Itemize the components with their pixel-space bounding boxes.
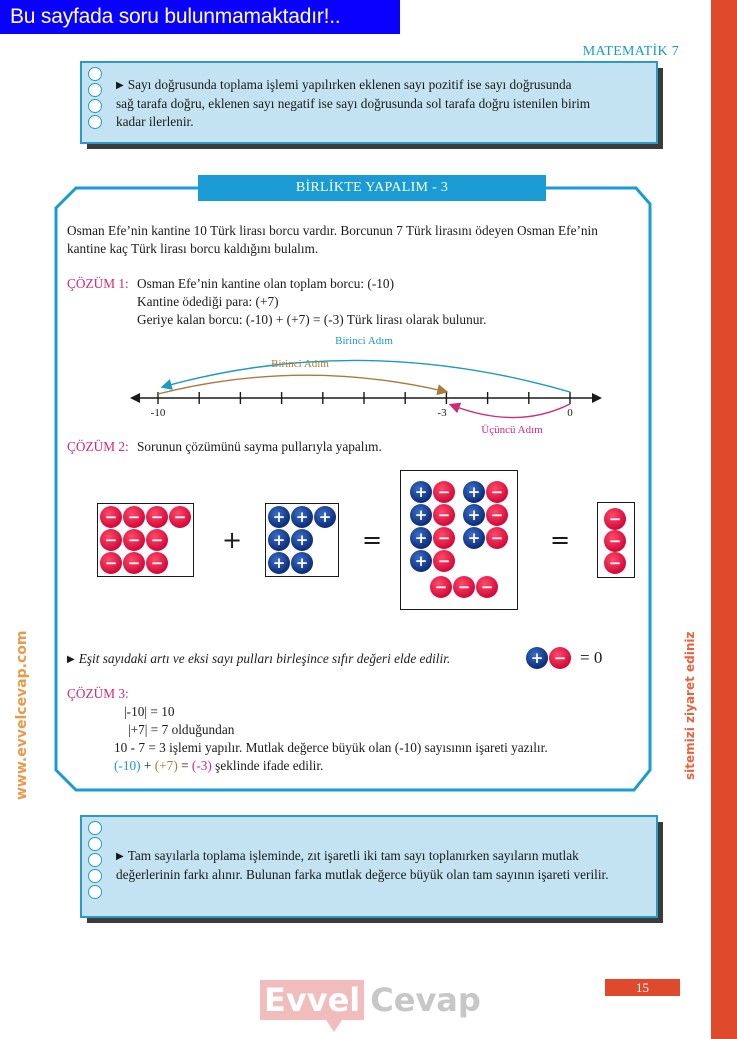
logo-cevap: Cevap — [370, 981, 481, 1019]
result-chips-box — [597, 502, 635, 578]
negative-chip: − — [123, 529, 145, 551]
negative-chip: − — [433, 527, 455, 549]
equals-operator-2: = — [550, 526, 571, 554]
solution1-line-1: Osman Efe’nin kantine olan toplam borcu: (-10) — [137, 276, 394, 291]
tick-label-mid: -3 — [437, 407, 447, 419]
solution1-line-2: Kantine ödediği para: (+7) — [137, 294, 279, 309]
equals-operator-1: = — [362, 526, 383, 554]
positive-chip: + — [291, 506, 313, 528]
note-line: sağ tarafa doğru, eklenen sayı negatif ise sayı doğrusunda sol tarafa doğru istenilen birim — [116, 96, 591, 111]
no-question-banner: Bu sayfada soru bulunmamaktadır!.. — [0, 0, 400, 34]
positive-chip: + — [463, 504, 485, 526]
negative-chip: − — [123, 552, 145, 574]
positive-chip: + — [463, 527, 485, 549]
negative-chip: − — [433, 481, 455, 503]
equals-zero: = 0 — [580, 648, 603, 667]
side-color-bar — [711, 0, 737, 1039]
negative-chip: − — [486, 481, 508, 503]
positive-chip: + — [291, 552, 313, 574]
positive-chip: + — [291, 529, 313, 551]
expr-term-b: (+7) — [154, 758, 178, 773]
note-line: Sayı doğrusunda toplama işlemi yapılırken eklenen sayı pozitif ise sayı doğrusunda — [127, 77, 572, 92]
problem-line-1: Osman Efe’nin kantine 10 Türk lirası borcu vardır. Borcunun 7 Türk lirasını ödeyen Osman Efe’nin — [67, 223, 598, 238]
negative-chip: − — [604, 508, 626, 530]
solution3-label: ÇÖZÜM 3: — [67, 686, 129, 701]
expr-result: (-3) — [191, 758, 212, 773]
negative-chip: − — [146, 552, 168, 574]
positive-chip: + — [268, 552, 290, 574]
solution3-line-2: |+7| = 7 olduğundan — [128, 722, 235, 737]
watermark-url: www.evvelcevap.com — [14, 630, 30, 800]
expr-equals: = — [177, 758, 192, 773]
note-line: kadar ilerlenir. — [116, 114, 194, 129]
expr-rest: şeklinde ifade edilir. — [211, 758, 324, 773]
negative-chip: − — [433, 504, 455, 526]
ring-icon — [88, 115, 102, 129]
solution2-text: Sorunun çözümünü sayma pullarıyla yapalım. — [137, 439, 382, 454]
note-line: değerlerinin farkı alınır. Bulunan farka mutlak değerce büyük olan tam sayının işareti verilir. — [116, 867, 609, 882]
solution3-expression — [114, 757, 323, 775]
zero-pair-text: Eşit sayıdaki artı ve eksi sayı pulları birleşince sıfır değeri elde edilir. — [78, 651, 451, 666]
positive-chip: + — [268, 529, 290, 551]
positive-chips-box — [265, 503, 339, 577]
note-text — [116, 76, 644, 131]
ring-icon — [88, 99, 102, 113]
triangle-bullet-icon: ▶ — [116, 851, 124, 862]
step2-label: Birinci Adım — [271, 358, 329, 370]
binder-rings — [88, 821, 102, 899]
step3-arc — [454, 404, 570, 418]
step3-label: Üçüncü Adım — [481, 424, 543, 436]
positive-chip-icon: + — [526, 647, 548, 669]
negative-chip: − — [100, 552, 122, 574]
positive-chip: + — [410, 550, 432, 572]
ring-icon — [88, 885, 102, 899]
activity-section — [50, 180, 654, 792]
right-arrow-icon — [592, 393, 602, 403]
solution2-label: ÇÖZÜM 2: — [67, 439, 129, 454]
tick-label-min: -10 — [150, 407, 166, 419]
negative-chip: − — [146, 506, 168, 528]
positive-chip: + — [268, 506, 290, 528]
ring-icon — [88, 67, 102, 81]
combined-chips-box — [400, 470, 518, 610]
negative-chip: − — [123, 506, 145, 528]
ring-icon — [88, 821, 102, 835]
logo-evvel: Evvel — [260, 980, 364, 1020]
negative-chip: − — [169, 506, 191, 528]
solution1-line-3: Geriye kalan borcu: (-10) + (+7) = (-3) Türk lirası olarak bulunur. — [137, 312, 487, 327]
ring-icon — [88, 853, 102, 867]
page-number: 15 — [605, 979, 680, 996]
note-text — [116, 847, 644, 884]
negative-chip: − — [100, 506, 122, 528]
ring-icon — [88, 83, 102, 97]
negative-chip: − — [453, 576, 475, 598]
ring-icon — [88, 837, 102, 851]
positive-chip: + — [410, 481, 432, 503]
activity-title: BİRLİKTE YAPALIM - 3 — [198, 175, 546, 201]
negative-chip: − — [100, 529, 122, 551]
solution1-label: ÇÖZÜM 1: — [67, 276, 129, 291]
negative-chip: − — [476, 576, 498, 598]
negative-chip: − — [604, 552, 626, 574]
subject-header: MATEMATİK 7 — [582, 44, 679, 59]
negative-chip: − — [433, 550, 455, 572]
expr-plus: + — [140, 758, 155, 773]
negative-chip: − — [486, 504, 508, 526]
evvelcevap-logo — [260, 980, 481, 1020]
step1-arc — [166, 360, 570, 392]
speech-bubble-tail-icon — [326, 1020, 342, 1032]
solution3-line-1: |-10| = 10 — [124, 704, 175, 719]
tick-label-zero: 0 — [567, 407, 573, 419]
negative-chip: − — [604, 530, 626, 552]
positive-chip: + — [410, 504, 432, 526]
expr-term-a: (-10) — [114, 758, 141, 773]
number-line — [128, 332, 608, 436]
negative-chips-box — [97, 503, 194, 577]
zero-pair-note — [67, 650, 450, 669]
plus-operator: + — [222, 526, 243, 554]
negative-chip: − — [486, 527, 508, 549]
watermark-visit: sitemizi ziyaret ediniz — [683, 631, 697, 780]
step1-label: Birinci Adım — [335, 335, 393, 347]
note-line: Tam sayılarla toplama işleminde, zıt işaretli iki tam sayı toplanırken sayıların mutlak — [127, 848, 579, 863]
binder-rings — [88, 67, 102, 129]
info-note-opposite-signs — [80, 815, 658, 918]
triangle-bullet-icon: ▶ — [67, 654, 75, 665]
left-arrow-icon — [130, 393, 140, 403]
negative-chip-icon: − — [549, 647, 571, 669]
solution3-line-3: 10 - 7 = 3 işlemi yapılır. Mutlak değerce büyük olan (-10) sayısının işareti yazılır. — [114, 740, 548, 755]
problem-line-2: kantine kaç Türk lirası borcu kaldığını bulalım. — [67, 241, 319, 256]
negative-chip: − — [146, 529, 168, 551]
ring-icon — [88, 869, 102, 883]
positive-chip: + — [410, 527, 432, 549]
negative-chip: − — [430, 576, 452, 598]
positive-chip: + — [463, 481, 485, 503]
triangle-bullet-icon: ▶ — [116, 80, 124, 91]
info-note-number-line — [80, 61, 658, 144]
positive-chip: + — [314, 506, 336, 528]
